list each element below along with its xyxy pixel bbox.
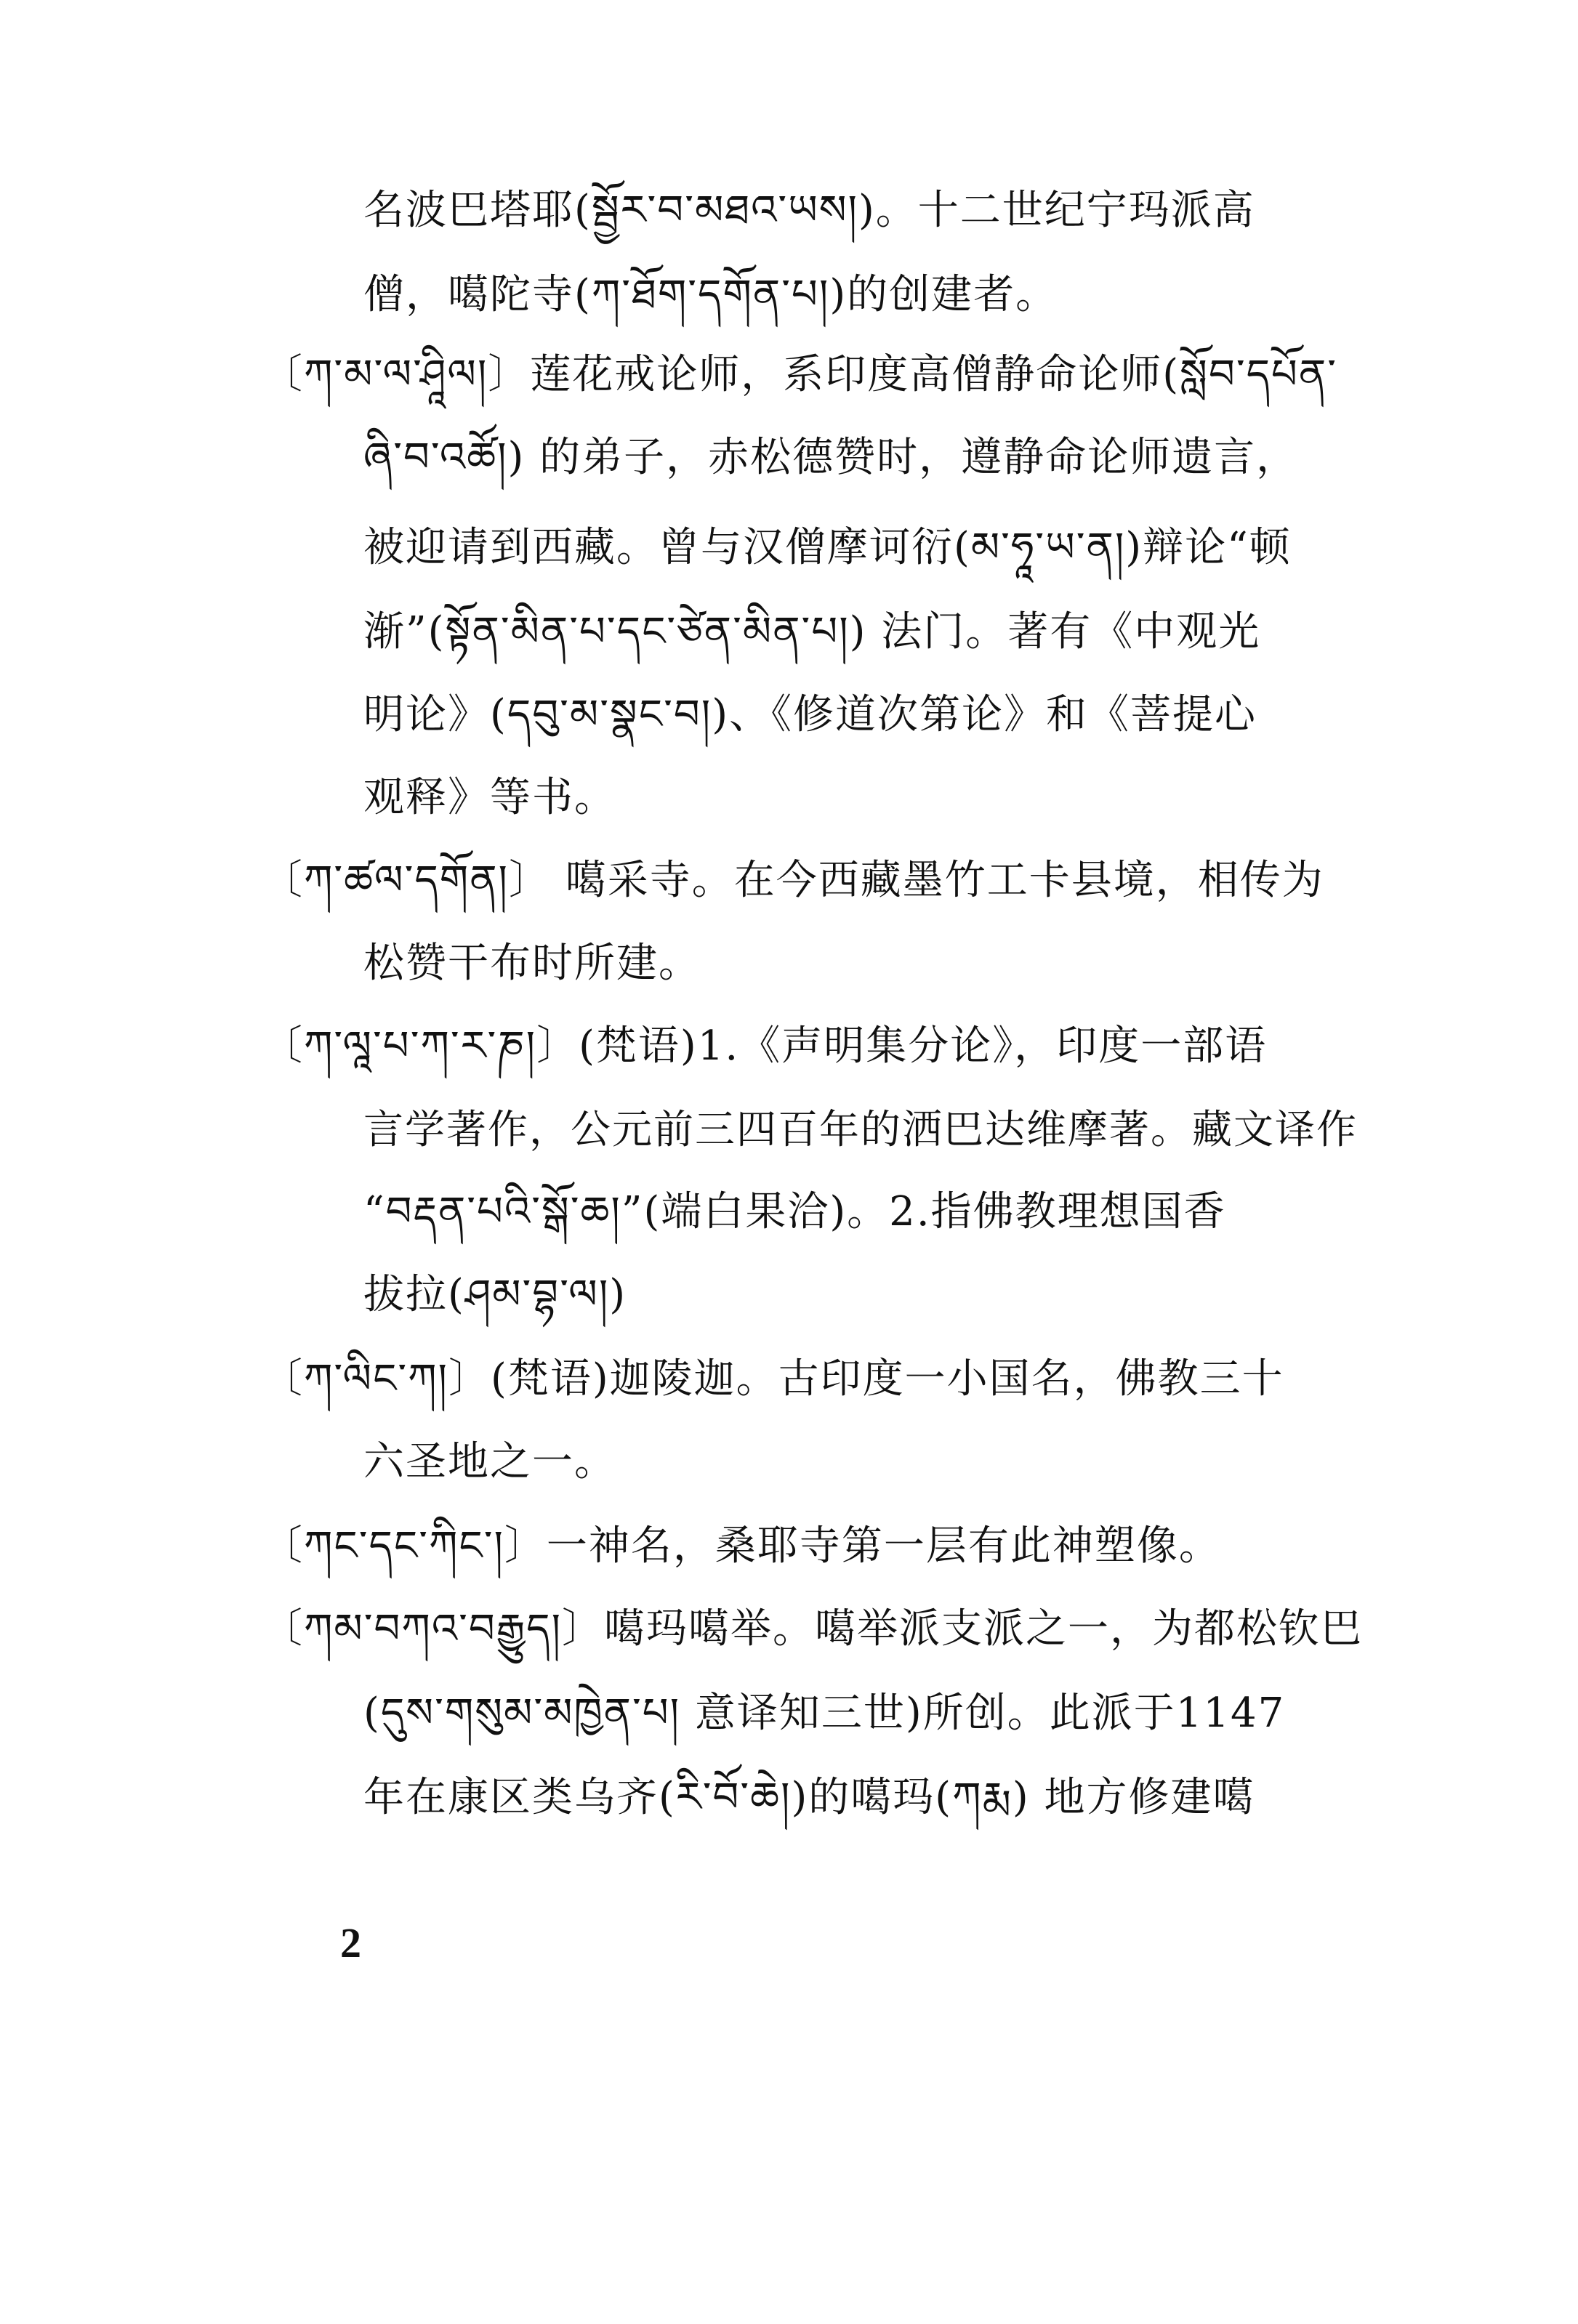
text-line: 年在康区类乌齐(རི་བོ་ཆེ།)的噶玛(ཀརྨ) 地方修建噶: [363, 1774, 1255, 1821]
text-line: “བརྡན་པའི་སྒོ་ཆ།”(端白果洽)。2.指佛教理想国香: [363, 1188, 1226, 1235]
text-line: ཞི་བ་འཚོ།) 的弟子，赤松德赞时，遵静命论师遗言，: [363, 434, 1299, 481]
entry-headword-line: 〔ཀང་དང་ཀིང་།〕一神名，桑耶寺第一层有此神塑像。: [262, 1522, 1221, 1570]
entry-headword-line: 〔ཀམ་བཀའ་བརྒྱུད།〕噶玛噶举。噶举派支派之一，为都松钦巴: [262, 1605, 1364, 1653]
text-line: 观释》等书。: [363, 774, 616, 821]
text-line: 六圣地之一。: [363, 1438, 616, 1485]
text-line: 渐”(སྟོན་མིན་པ་དང་ཙེན་མིན་པ།) 法门。著有《中观光: [363, 608, 1261, 655]
entry-headword-line: 〔ཀ་ཚལ་དགོན།〕 噶采寺。在今西藏墨竹工卡县境，相传为: [262, 857, 1324, 904]
entry-headword-line: 〔ཀ་ལཱ་པ་ཀ་ར་ཎ།〕(梵语)1.《声明集分论》，印度一部语: [262, 1022, 1268, 1070]
entry-headword-line: 〔ཀ་མ་ལ་ཤཱིལ།〕莲花戒论师，系印度高僧静命论师(སློབ་དཔོན་: [262, 351, 1338, 398]
text-line: 僧，噶陀寺(ཀ་ཐོག་དགོན་པ།)的创建者。: [363, 271, 1058, 318]
page-number: 2: [340, 1919, 361, 1966]
text-line: 名波巴塔耶(སྦྱོར་བ་མཐའ་ཡས།)。十二世纪宁玛派高: [363, 187, 1255, 234]
text-line: 松赞干布时所建。: [363, 940, 701, 987]
text-line: 明论》(དབུ་མ་སྣང་བ།)、《修道次第论》和《菩提心: [363, 691, 1257, 738]
text-line: 被迎请到西藏。曾与汉僧摩诃衍(མ་ཧཱ་ཡ་ན།)辩论“顿: [363, 524, 1292, 571]
text-line: (དུས་གསུམ་མཁྱེན་པ། 意译知三世)所创。此派于1147: [363, 1690, 1286, 1737]
entry-headword-line: 〔ཀ་ལིང་ཀ།〕(梵语)迦陵迦。古印度一小国名，佛教三十: [262, 1355, 1284, 1403]
text-line: 言学著作，公元前三四百年的洒巴达维摩著。藏文译作: [363, 1106, 1358, 1153]
text-line: 拔拉(ཤམ་བྷ་ལ།): [363, 1271, 627, 1318]
